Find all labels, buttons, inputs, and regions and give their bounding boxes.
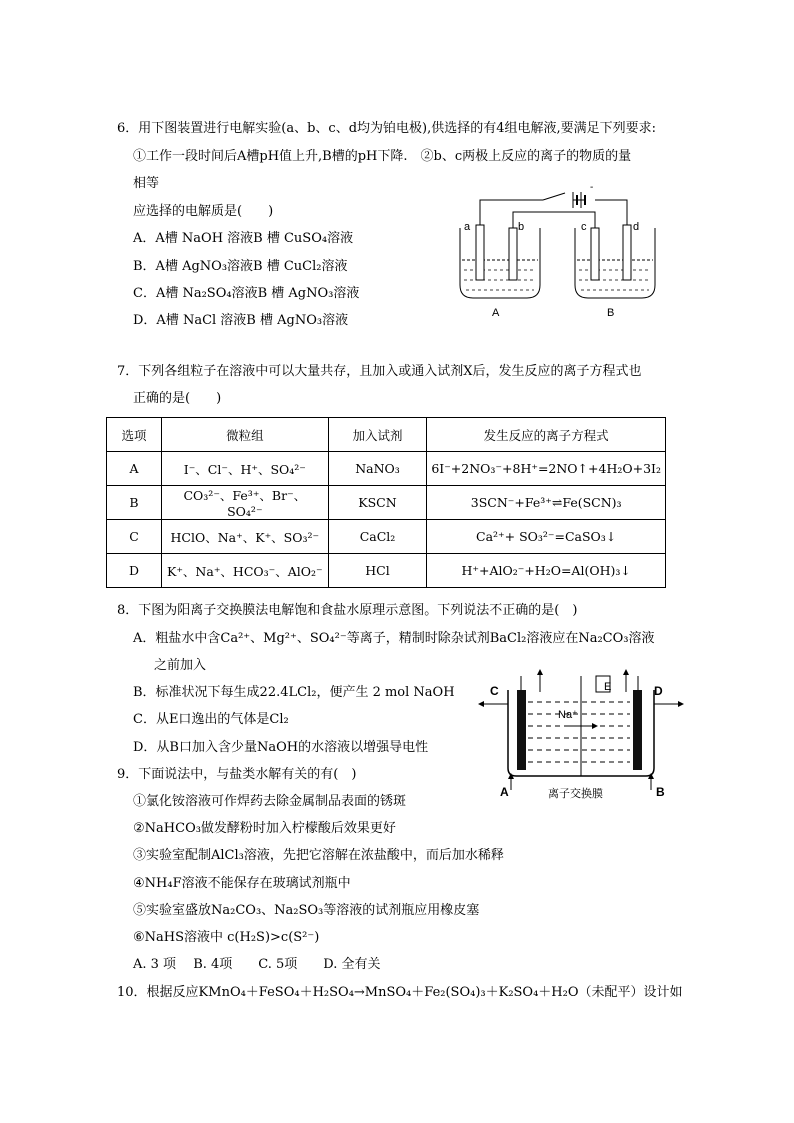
table-row: [107, 486, 666, 520]
electrode-a-label: a: [464, 221, 471, 233]
tank-a: [460, 228, 540, 298]
column-header: 微粒组: [161, 418, 328, 452]
tank-b-label: B: [607, 307, 615, 319]
inlet-a-label: A: [500, 785, 509, 799]
q8-stem: 8．下图为阳离子交换膜法电解饱和食盐水原理示意图。下列说法不正确的是( ): [117, 603, 578, 618]
q9-choices: A. 3 项 B. 4项 C. 5项 D. 全有关: [133, 957, 381, 972]
table-cell: A: [107, 452, 162, 486]
table-cell: KSCN: [328, 486, 427, 520]
q6-option-d: D．A槽 NaCl 溶液B 槽 AgNO₃溶液: [133, 313, 349, 328]
table-header-row: [107, 418, 666, 452]
q7-stem-cont: 正确的是( ): [133, 391, 222, 406]
q8-option-a: A．粗盐水中含Ca²⁺、Mg²⁺、SO₄²⁻等离子，精制时除杂试剂BaCl₂溶液应在Na₂CO₃溶液: [133, 631, 655, 646]
table-cell: Ca²⁺+ SO₃²⁻=CaSO₃↓: [427, 520, 666, 554]
table-cell: 6I⁻+2NO₃⁻+8H⁺=2NO↑+4H₂O+3I₂: [427, 452, 666, 486]
q8-option-d: D．从B口加入含少量NaOH的水溶液以增强导电性: [133, 740, 429, 755]
membrane-cell-diagram: [470, 662, 692, 808]
q6-option-c: C．A槽 Na₂SO₄溶液B 槽 AgNO₃溶液: [133, 286, 360, 301]
electrolysis-diagram: [455, 180, 665, 325]
q9-item-4: ④NH₄F溶液不能保存在玻璃试剂瓶中: [133, 876, 351, 891]
electrode-d-label: d: [633, 221, 640, 233]
q7-table: [106, 417, 666, 588]
table-row: [107, 520, 666, 554]
outlet-c-label: C: [490, 684, 499, 698]
na-ion-label: Na⁺: [558, 709, 578, 721]
tank-b: [575, 228, 655, 298]
q9-item-2: ②NaHCO₃做发酵粉时加入柠檬酸后效果更好: [133, 821, 396, 836]
column-header: 加入试剂: [328, 418, 427, 452]
column-header: 发生反应的离子方程式: [427, 418, 666, 452]
table-cell: CO₃²⁻、Fe³⁺、Br⁻、SO₄²⁻: [161, 486, 328, 520]
q9-item-6: ⑥NaHS溶液中 c(H₂S)>c(S²⁻): [133, 930, 320, 945]
q6-option-b: B．A槽 AgNO₃溶液B 槽 CuCl₂溶液: [133, 259, 348, 274]
anode: [517, 690, 526, 770]
battery-mark: -: [590, 182, 594, 193]
table-cell: CaCl₂: [328, 520, 427, 554]
q7-stem: 7．下列各组粒子在溶液中可以大量共存，且加入或通入试剂X后，发生反应的离子方程式也: [117, 364, 642, 379]
table-row: [107, 452, 666, 486]
electrode-b-label: b: [518, 221, 525, 233]
q6-requirement-1: ①工作一段时间后A槽pH值上升,B槽的pH下降. ②b、c两极上反应的离子的物质的量: [133, 149, 632, 164]
q9-item-3: ③实验室配制AlCl₃溶液，先把它溶解在浓盐酸中，而后加水稀释: [133, 848, 504, 863]
q8-option-b: B．标准状况下每生成22.4LCl₂，便产生 2 mol NaOH: [133, 685, 455, 700]
table-cell: K⁺、Na⁺、HCO₃⁻、AlO₂⁻: [161, 554, 328, 588]
q9-item-5: ⑤实验室盛放Na₂CO₃、Na₂SO₃等溶液的试剂瓶应用橡皮塞: [133, 903, 480, 918]
q9-item-1: ①氯化铵溶液可作焊药去除金属制品表面的锈斑: [133, 794, 407, 809]
switch-icon: [543, 193, 565, 200]
inlet-b-label: B: [656, 785, 665, 799]
table-cell: D: [107, 554, 162, 588]
q8-option-a-cont: 之前加入: [154, 658, 207, 673]
table-cell: NaNO₃: [328, 452, 427, 486]
table-cell: HCl: [328, 554, 427, 588]
q6-prompt: 应选择的电解质是( ): [133, 204, 274, 219]
q6-option-a: A．A槽 NaOH 溶液B 槽 CuSO₄溶液: [133, 231, 354, 246]
outlet-e-label: E: [604, 681, 612, 693]
table-cell: B: [107, 486, 162, 520]
q6-stem: 6．用下图装置进行电解实验(a、b、c、d均为铂电极),供选择的有4组电解液,要满足下列要求:: [117, 121, 657, 136]
tank-a-label: A: [492, 307, 500, 319]
table-cell: H⁺+AlO₂⁻+H₂O=Al(OH)₃↓: [427, 554, 666, 588]
column-header: 选项: [107, 418, 162, 452]
table-cell: 3SCN⁻+Fe³⁺⇌Fe(SCN)₃: [427, 486, 666, 520]
outlet-d-label: D: [654, 684, 663, 698]
table-cell: C: [107, 520, 162, 554]
cathode: [633, 690, 642, 770]
table-row: [107, 554, 666, 588]
q8-option-c: C．从E口逸出的气体是Cl₂: [133, 712, 289, 727]
q10-stem: 10．根据反应KMnO₄＋FeSO₄＋H₂SO₄→MnSO₄＋Fe₂(SO₄)₃＋K₂SO₄＋H₂O（未配平）设计如: [117, 985, 683, 1000]
table-cell: HClO、Na⁺、K⁺、SO₃²⁻: [161, 520, 328, 554]
q6-requirement-cont: 相等: [133, 176, 160, 191]
membrane-label: 离子交换膜: [548, 788, 603, 800]
q9-stem: 9．下面说法中，与盐类水解有关的有( ): [117, 767, 357, 782]
electrode-c-label: c: [581, 221, 587, 233]
table-cell: I⁻、Cl⁻、H⁺、SO₄²⁻: [161, 452, 328, 486]
